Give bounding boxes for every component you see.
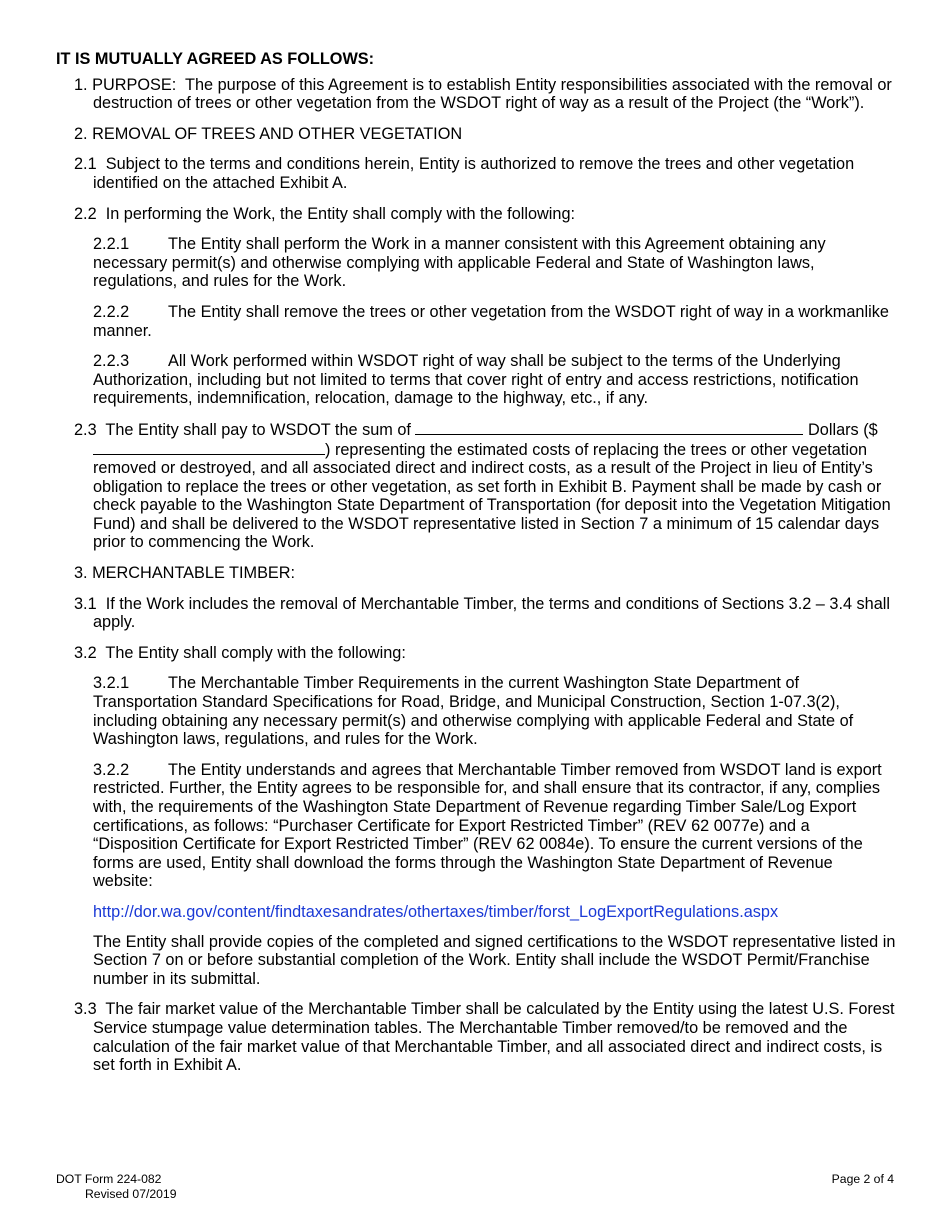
section-3-1 (56, 595, 896, 632)
section-text: Subject to the terms and conditions herein, Entity is authorized to remove the trees and other vegetation identified on the attached Exhibit A. (93, 155, 855, 192)
section-number: 2. (74, 124, 88, 143)
section-number: 3.2.1 (93, 674, 130, 693)
section-number: 2.2.3 (93, 352, 130, 371)
section-text: The purpose of this Agreement is to establish Entity responsibilities associated with the removal or destruction of trees or other vegetation from the WSDOT right of way as a result of the Project (the “Work”). (93, 75, 892, 113)
section-2-2-3 (56, 352, 896, 408)
section-3-2-2 (56, 761, 896, 891)
section-heading: REMOVAL OF TREES AND OTHER VEGETATION (92, 124, 463, 143)
amount-figure-blank[interactable] (93, 440, 325, 455)
section-text: The fair market value of the Merchantable Timber shall be calculated by the Entity using the latest U.S. Forest Service stumpage value determination tables. The Merchantable Timber removed/to be removed and the calculation of the fair market value of that Merchantable Timber, and all associated direct and indirect costs, is set forth in Exhibit A. (93, 1000, 895, 1075)
section-number: 3.2 (74, 643, 97, 662)
section-text: ) representing the estimated costs of replacing the trees or other vegetation removed or destroyed, and all associated direct and indirect costs, as a result of the Project in lieu of Entity’s obligation to replace the trees or other vegetation, as set forth in Exhibit B. Payment shall be made by cash or check payable to the Washington State Department of Transportation (for deposit into the Vegetation Mitigation Fund) and shall be delivered to the WSDOT representative listed in Section 7 a minimum of 15 calendar days prior to commencing the Work. (93, 440, 891, 552)
section-number: 3. (74, 564, 88, 583)
section-number: 2.2.1 (93, 235, 130, 254)
section-number: 3.2.2 (93, 760, 130, 779)
section-number: 2.2.2 (93, 302, 130, 321)
section-text: If the Work includes the removal of Merchantable Timber, the terms and conditions of Sections 3.2 – 3.4 shall apply. (93, 594, 891, 632)
page-number: Page 2 of 4 (831, 1172, 894, 1186)
section-2-3 (56, 420, 896, 552)
section-heading: MERCHANTABLE TIMBER: (92, 564, 296, 583)
section-text: The Entity understands and agrees that Merchantable Timber removed from WSDOT land is export restricted. Further, the Entity agrees to be responsible for, and shall ensure that its contractor, if any, complies with, the requirements of the Washington State Department of Revenue regarding Timber Sale/Log Export certifications, as follows: “Purchaser Certificate for Export Restricted Timber” (REV 62 0077e) and a “Disposition Certificate for Export Restricted Timber” (REV 62 0084e). To ensure the current versions of the forms are used, Entity shall download the forms through the Washington State Department of Revenue website: (93, 760, 882, 891)
section-2-2-2 (56, 303, 896, 340)
section-3-2 (56, 644, 896, 663)
section-3 (56, 564, 896, 583)
section-number: 3.3 (74, 1000, 97, 1019)
footer-form-info (56, 1172, 176, 1202)
section-text: The Entity shall comply with the following: (105, 643, 406, 662)
section-number: 1. (74, 75, 88, 94)
dollar-open: ($ (863, 420, 878, 439)
section-text: The Entity shall pay to WSDOT the sum of (105, 420, 411, 439)
amount-words-blank[interactable] (415, 420, 803, 435)
dollars-label: Dollars (808, 420, 859, 439)
section-number: 2.3 (74, 420, 97, 439)
form-number: DOT Form 224-082 (56, 1172, 162, 1186)
section-text: All Work performed within WSDOT right of way shall be subject to the terms of the Underlying Authorization, including but not limited to terms that cover right of entry and access restrictions, notification requirements, indemnification, relocation, damage to the highway, etc., if any. (93, 352, 859, 408)
section-3-2-1 (56, 674, 896, 748)
revision-date: Revised 07/2019 (85, 1187, 177, 1201)
section-2-2-1 (56, 235, 896, 291)
dor-website-link[interactable]: http://dor.wa.gov/content/findtaxesandrates/othertaxes/timber/forst_LogExportRegulations.aspx (93, 902, 779, 921)
section-text: The Entity shall remove the trees or other vegetation from the WSDOT right of way in a workmanlike manner. (93, 302, 889, 340)
section-text: In performing the Work, the Entity shall comply with the following: (105, 204, 576, 223)
section-text: The Entity shall perform the Work in a manner consistent with this Agreement obtaining any necessary permit(s) and otherwise complying with applicable Federal and State of Washington laws, regulations, and rules for the Work. (93, 235, 826, 291)
section-label: PURPOSE: (92, 75, 177, 94)
document-body (56, 50, 896, 1087)
section-text: The Merchantable Timber Requirements in the current Washington State Department of Transportation Standard Specifications for Road, Bridge, and Municipal Construction, Section 1-07.3(2), including obtaining any necessary permit(s) and otherwise complying with applicable Federal and State of Washington laws, regulations, and rules for the Work. (93, 674, 854, 749)
section-2-2 (56, 205, 896, 224)
section-3-2-2-continued: The Entity shall provide copies of the completed and signed certifications to the WSDOT representative listed in Section 7 on or before substantial completion of the Work. Entity shall include the WSDOT Permit/Franchise number in its submittal. (93, 932, 896, 988)
section-number: 3.1 (74, 594, 97, 613)
page-title: IT IS MUTUALLY AGREED AS FOLLOWS: (56, 50, 375, 68)
section-3-3 (56, 1000, 896, 1074)
section-2-1 (56, 155, 896, 192)
section-2 (56, 125, 896, 144)
section-number: 2.1 (74, 155, 97, 174)
section-1 (56, 76, 896, 113)
section-number: 2.2 (74, 204, 97, 223)
